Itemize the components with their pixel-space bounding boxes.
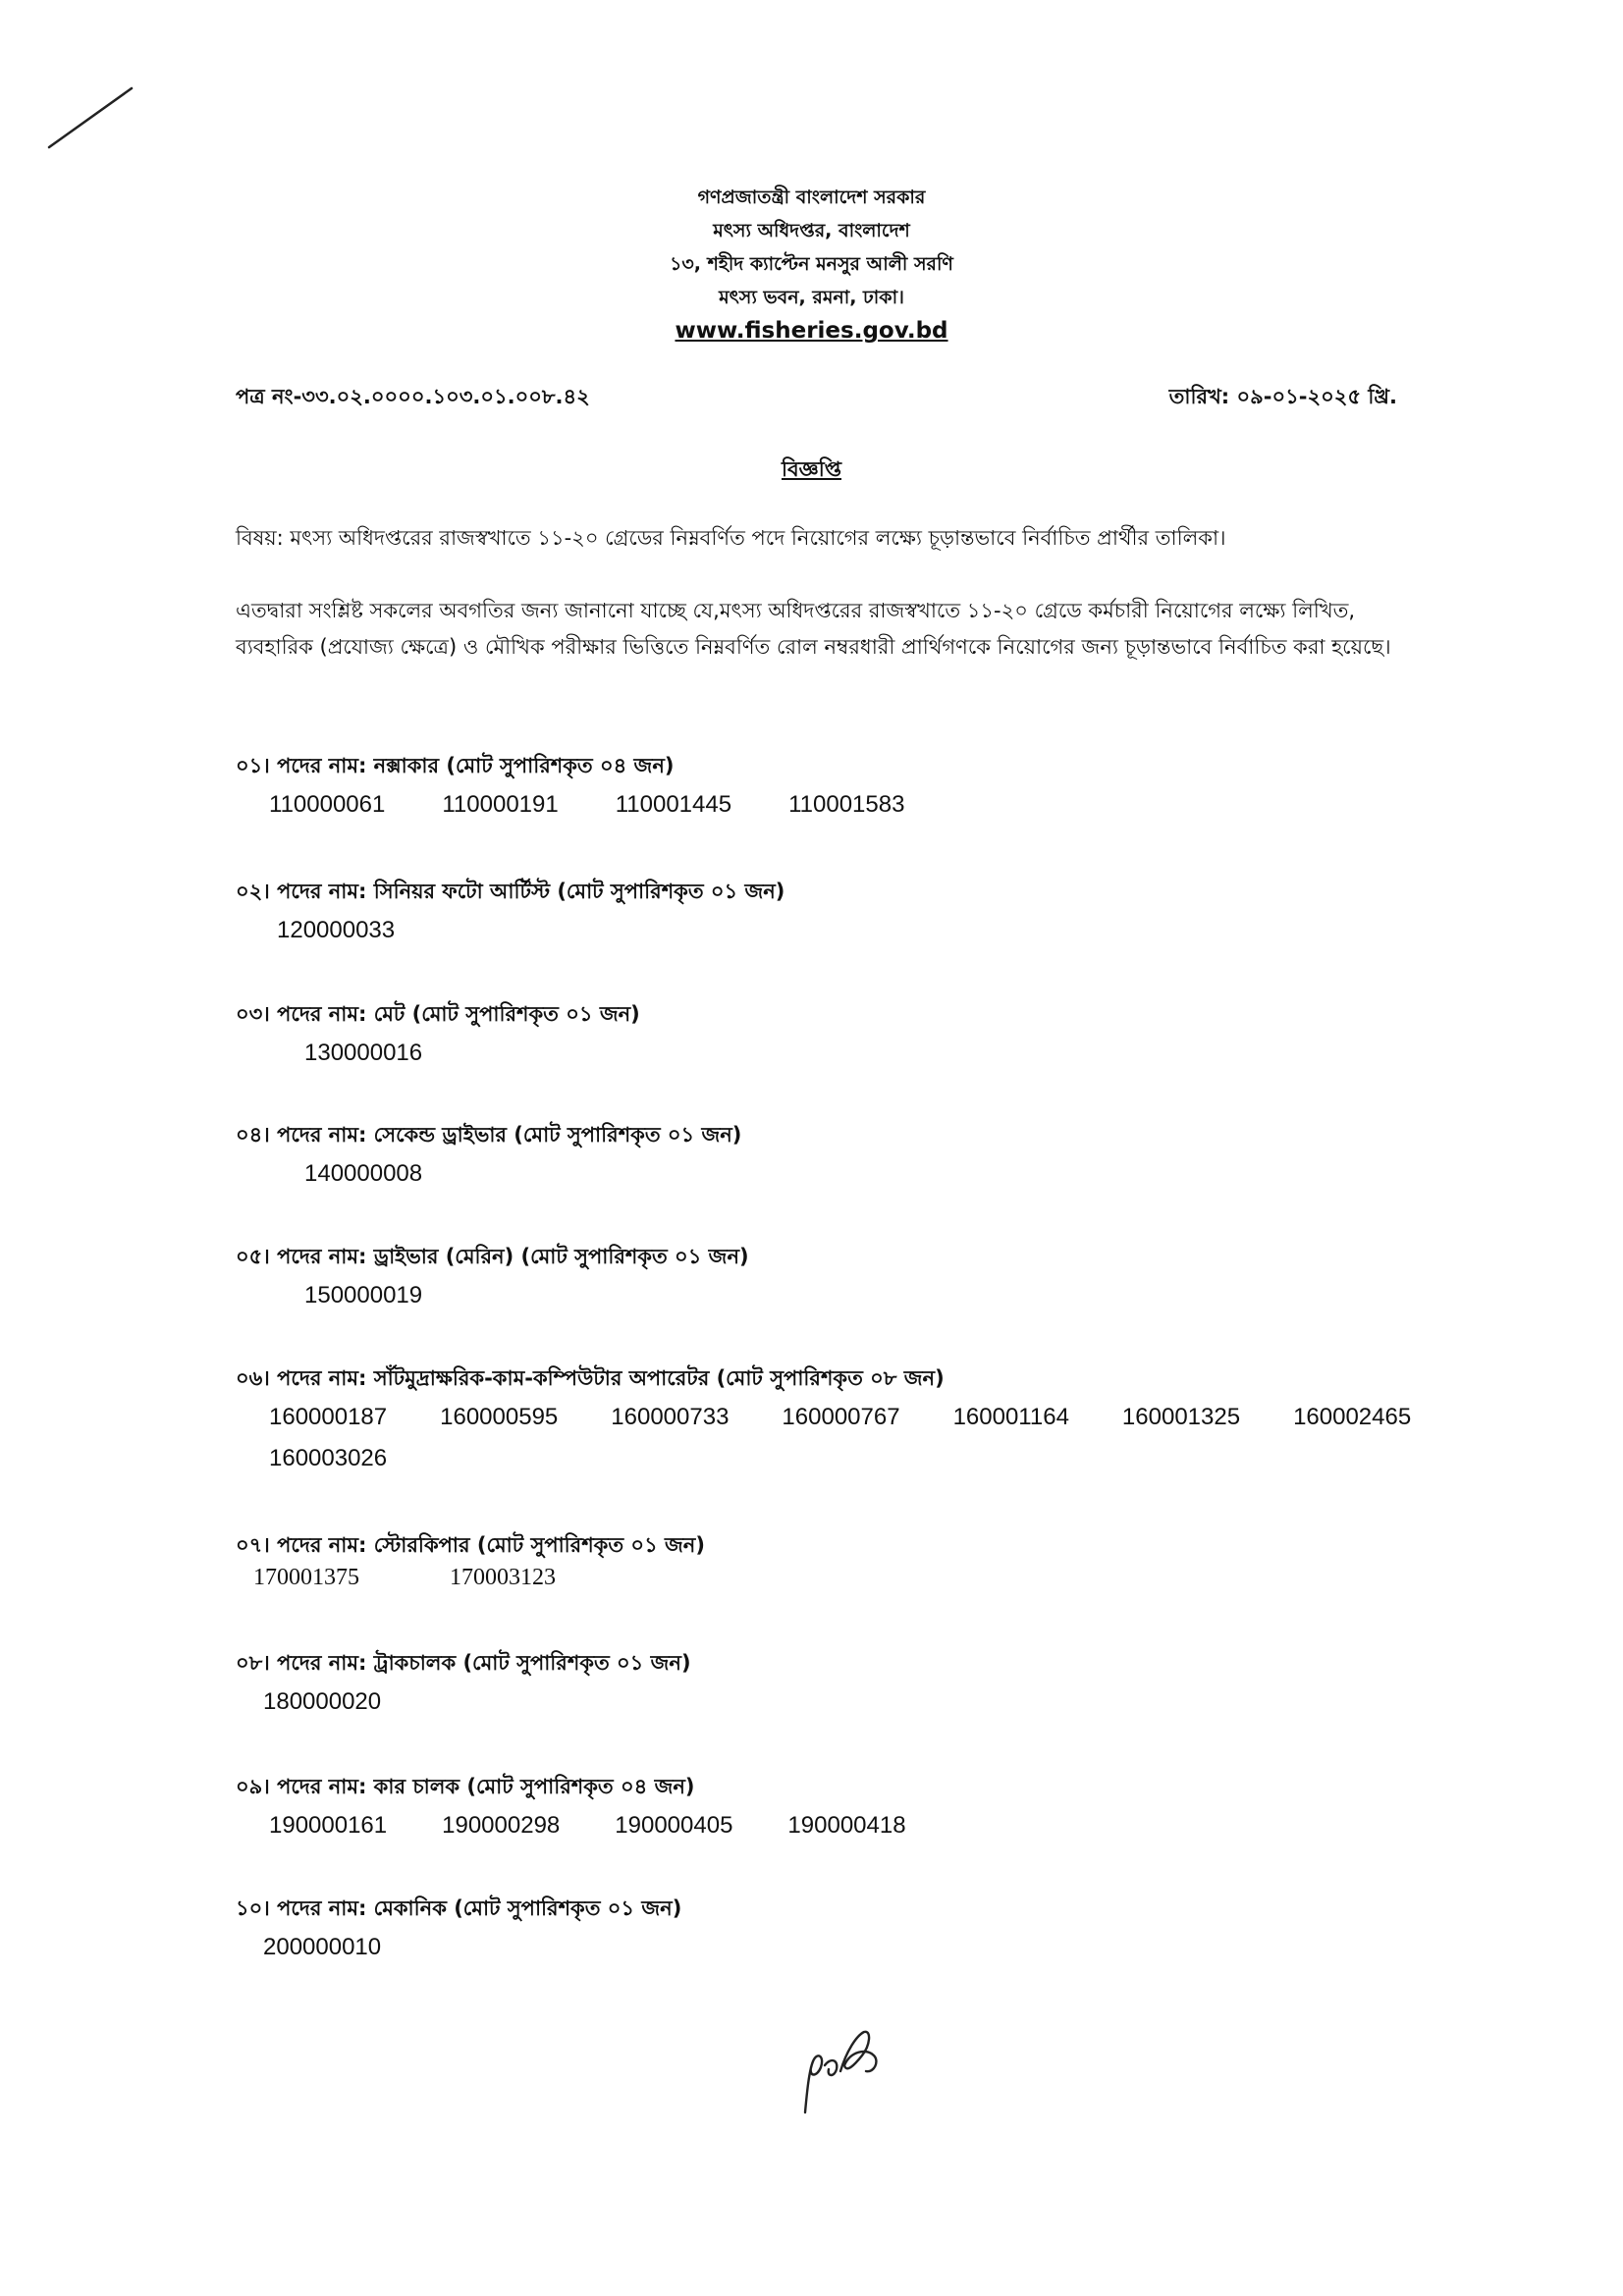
roll-number: 160000733 xyxy=(611,1404,730,1430)
roll-number: 160000187 xyxy=(269,1404,388,1430)
roll-number: 170003123 xyxy=(450,1565,556,1590)
post-heading: ০৩। পদের নাম: মেট (মোট সুপারিশকৃত ০১ জন) xyxy=(236,1002,640,1026)
roll-list xyxy=(236,1404,1443,1472)
header-line-building: মৎস্য ভবন, রমনা, ঢাকা। xyxy=(719,287,904,308)
office-header xyxy=(0,181,1623,347)
roll-number: 160002465 xyxy=(1293,1404,1412,1430)
notice-title: বিজ্ঞপ্তি xyxy=(781,457,842,481)
pen-stroke-mark xyxy=(47,84,135,153)
post-heading: ০২। পদের নাম: সিনিয়র ফটো আর্টিস্ট (মোট সুপারিশকৃত ০১ জন) xyxy=(236,880,785,903)
roll-number: 180000020 xyxy=(263,1688,382,1715)
roll-list xyxy=(236,917,1443,944)
roll-number: 190000298 xyxy=(442,1812,561,1839)
post-heading: ০৪। পদের নাম: সেকেন্ড ড্রাইভার (মোট সুপারিশকৃত ০১ জন) xyxy=(236,1123,742,1147)
roll-number: 160001325 xyxy=(1121,1404,1241,1430)
roll-number: 170001375 xyxy=(253,1565,359,1590)
memo-number: পত্র নং-৩৩.০২.০০০০.১০৩.০১.০০৮.৪২ xyxy=(236,385,590,408)
post-section-07 xyxy=(236,1527,1443,1591)
roll-number: 110001445 xyxy=(615,791,732,818)
roll-number: 110000061 xyxy=(269,791,386,818)
post-section-01 xyxy=(236,748,1443,819)
notice-date: তারিখ: ০৯-০১-২০২৫ খ্রি. xyxy=(1168,385,1397,408)
signature-mark xyxy=(795,2022,903,2120)
post-heading: ০৯। পদের নাম: কার চালক (মোট সুপারিশকৃত ০৪ জন) xyxy=(236,1775,695,1798)
roll-list xyxy=(236,1160,1443,1188)
post-section-08 xyxy=(236,1645,1443,1716)
header-line-address: ১৩, শহীদ ক্যাপ্টেন মনসুর আলী সরণি xyxy=(670,253,953,275)
post-heading: ০৮। পদের নাম: ট্রাকচালক (মোট সুপারিশকৃত ০১ জন) xyxy=(236,1651,691,1675)
post-section-09 xyxy=(236,1769,1443,1840)
roll-number: 110001583 xyxy=(788,791,905,818)
post-section-10 xyxy=(236,1891,1443,1961)
roll-number: 160000767 xyxy=(782,1404,900,1430)
roll-list xyxy=(236,1812,1443,1840)
roll-number: 190000405 xyxy=(615,1812,733,1839)
header-line-department: মৎস্য অধিদপ্তর, বাংলাদেশ xyxy=(713,220,910,241)
roll-number: 110000191 xyxy=(442,791,559,818)
roll-list xyxy=(236,791,1443,819)
roll-number: 200000010 xyxy=(263,1934,382,1960)
roll-number: 160001164 xyxy=(952,1404,1069,1430)
post-section-05 xyxy=(236,1239,1443,1309)
post-heading: ০৫। পদের নাম: ড্রাইভার (মেরিন) (মোট সুপারিশকৃত ০১ জন) xyxy=(236,1245,749,1268)
header-line-government: গণপ্রজাতন্ত্রী বাংলাদেশ সরকার xyxy=(697,187,926,208)
post-section-04 xyxy=(236,1117,1443,1188)
header-website-link[interactable]: www.fisheries.gov.bd xyxy=(675,318,948,344)
post-heading: ১০। পদের নাম: মেকানিক (মোট সুপারিশকৃত ০১ জন) xyxy=(236,1896,682,1920)
roll-number: 190000418 xyxy=(787,1812,906,1839)
notice-body: এতদ্বারা সংশ্লিষ্ট সকলের অবগতির জন্য জানানো যাচ্ছে যে,মৎস্য অধিদপ্তরের রাজস্বখাতে ১১-২০ গ্রেডে কর্মচারী নিয়োগের লক্ষ্যে লিখিত, ব্যবহারিক (প্রযোজ্য ক্ষেত্রে) ও মৌখিক পরীক্ষার ভিত্তিতে নিম্নবর্ণিত রোল নম্বরধারী প্রার্থিগণকে নিয়োগের জন্য চূড়ান্তভাবে নির্বাচিত করা হয়েছে। xyxy=(236,599,1391,659)
roll-list xyxy=(236,1934,1443,1961)
roll-list xyxy=(236,1040,1443,1067)
roll-number: 190000161 xyxy=(269,1812,388,1839)
roll-number: 150000019 xyxy=(304,1282,423,1308)
roll-list xyxy=(236,1282,1443,1309)
post-heading: ০১। পদের নাম: নক্সাকার (মোট সুপারিশকৃত ০৪ জন) xyxy=(236,754,675,777)
post-heading: ০৭। পদের নাম: স্টোরকিপার (মোট সুপারিশকৃত ০১ জন) xyxy=(236,1533,705,1557)
roll-list xyxy=(236,1565,1443,1591)
post-section-02 xyxy=(236,874,1443,944)
roll-number: 120000033 xyxy=(277,917,396,943)
roll-number: 160003026 xyxy=(269,1445,388,1471)
post-section-06 xyxy=(236,1361,1443,1472)
roll-list xyxy=(236,1688,1443,1716)
post-heading: ০৬। পদের নাম: সাঁটমুদ্রাক্ষরিক-কাম-কম্পিউটার অপারেটর (মোট সুপারিশকৃত ০৮ জন) xyxy=(236,1366,945,1390)
roll-number: 140000008 xyxy=(304,1160,423,1187)
roll-number: 130000016 xyxy=(304,1040,423,1066)
roll-number: 160000595 xyxy=(440,1404,559,1430)
post-section-03 xyxy=(236,996,1443,1067)
notice-subject: বিষয়: মৎস্য অধিদপ্তরের রাজস্বখাতে ১১-২০ গ্রেডের নিম্নবর্ণিত পদে নিয়োগের লক্ষ্যে চূড়ান্তভাবে নির্বাচিত প্রার্থীর তালিকা। xyxy=(236,526,1226,550)
